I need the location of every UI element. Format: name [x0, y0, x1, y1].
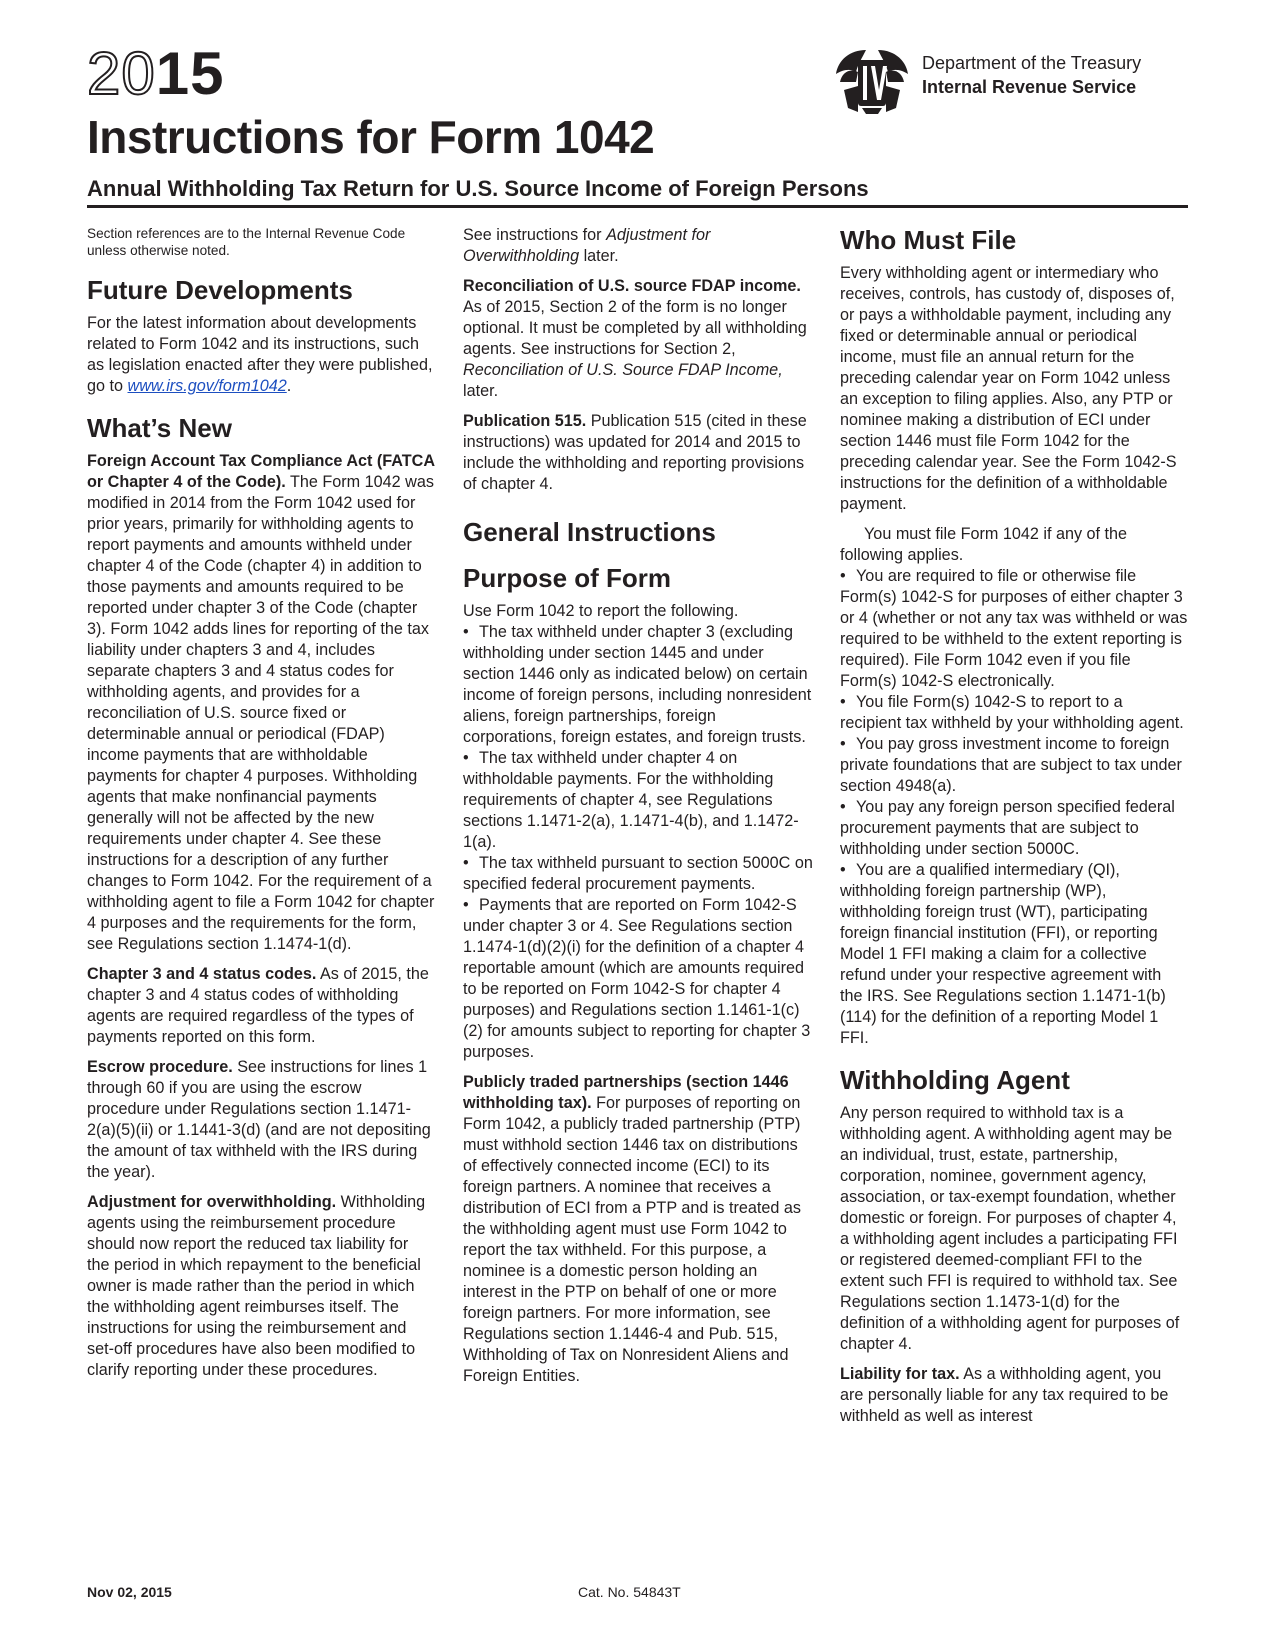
list-item: • The tax withheld pursuant to section 5000C on specified federal procurement payments. [463, 854, 813, 893]
irs-form1042-link[interactable]: www.irs.gov/form1042 [127, 377, 287, 395]
bullet-icon: • [463, 749, 469, 767]
column-middle [463, 225, 813, 1396]
liability-paragraph: Liability for tax. As a withholding agent, you are personally liable for any tax required to be withheld as well as interest [840, 1365, 1169, 1425]
page-subtitle: Annual Withholding Tax Return for U.S. Source Income of Foreign Persons [87, 176, 869, 201]
bullet-icon: • [840, 567, 846, 585]
form-year [87, 40, 225, 108]
publication-515-lead: Publication 515. [463, 412, 587, 430]
list-item: • You pay gross investment income to foreign private foundations that are subject to tax under section 4948(a). [840, 735, 1182, 795]
list-item: • The tax withheld under chapter 3 (excluding withholding under section 1445 and under section 1446 only as indicated below) on certain income of foreign persons, including nonresident aliens, foreign partnerships, foreign corporations, foreign estates, and foreign trusts. [463, 623, 812, 746]
ptp-lead: Publicly traded partnerships (section 1446 withholding tax). [463, 1073, 789, 1112]
ptp-paragraph: Publicly traded partnerships (section 1446 withholding tax). For purposes of reporting on Form 1042, a publicly traded partnership (PTP) must withhold section 1446 tax on distributions of effectively connected income (ECI) to its foreign partners. A nominee that receives a distribution of ECI from a PTP and is treated as the withholding agent must use Form 1042 to report the tax withheld. For this purpose, a nominee is a domestic person holding an interest in the PTP on behalf of one or more foreign partners. For more information, see Regulations section 1.1446-4 and Pub. 515, Withholding of Tax on Nonresident Aliens and Foreign Entities. [463, 1073, 802, 1385]
purpose-intro: Use Form 1042 to report the following. [463, 602, 739, 620]
withholding-agent-heading: Withholding Agent [840, 1065, 1070, 1095]
see-instructions-paragraph: See instructions for Adjustment for Overwithholding later. [463, 226, 711, 265]
list-item: • You are required to file or otherwise file Form(s) 1042-S for purposes of either chapter 3 or 4 (whether or not any tax was withheld or was required to be withheld to the extent reporting is required). File Form 1042 even if you file Form(s) 1042-S electronically. [840, 567, 1188, 690]
bullet-icon: • [840, 693, 846, 711]
list-item: • You pay any foreign person specified federal procurement payments that are subject to withholding under section 5000C. [840, 798, 1175, 858]
column-right [840, 225, 1188, 1436]
purpose-of-form-heading: Purpose of Form [463, 563, 672, 593]
general-instructions-heading: General Instructions [463, 517, 716, 547]
bullet-icon: • [463, 623, 469, 641]
status-codes-paragraph: Chapter 3 and 4 status codes. As of 2015, the chapter 3 and 4 status codes of withholding agents are required regardless of the types of payments reported on this form. [87, 965, 429, 1046]
future-developments-paragraph: For the latest information about developments related to Form 1042 and its instructions, such as legislation enacted after they were published, go to www.irs.gov/form1042. [87, 314, 433, 395]
escrow-paragraph: Escrow procedure. See instructions for lines 1 through 60 if you are using the escrow procedure under Regulations section 1.1471-2(a)(5)(ii) or 1.1441-3(d) (and are not depositing the amount of tax withheld with the IRS during the year). [87, 1058, 431, 1181]
bullet-icon: • [840, 798, 846, 816]
department-name: Department of the Treasury [922, 53, 1142, 73]
fatca-lead: Foreign Account Tax Compliance Act (FATCA or Chapter 4 of the Code). [87, 452, 435, 491]
withholding-agent-paragraph: Any person required to withhold tax is a withholding agent. A withholding agent may be an individual, trust, estate, partnership, corporation, nominee, government agency, association, or tax-exempt foundation, whether domestic or foreign. For purposes of chapter 4, a withholding agent includes a participating FFI or registered deemed-compliant FFI to the extent such FFI is required to withhold tax. See Regulations section 1.1473-1(d) for the definition of a withholding agent for purposes of chapter 4. [840, 1104, 1180, 1353]
bullet-icon: • [840, 861, 846, 879]
list-item: • You file Form(s) 1042-S to report to a recipient tax withheld by your withholding agent. [840, 693, 1184, 732]
liability-lead: Liability for tax. [840, 1365, 960, 1383]
who-must-file-paragraph: Every withholding agent or intermediary who receives, controls, has custody of, disposes of, or pays a withholdable payment, including any fixed or determinable annual or periodical income, must file an annual return for the preceding calendar year on Form 1042 unless an exception to filing applies. Also, any PTP or nominee making a distribution of ECI under section 1446 must file Form 1042 for the preceding calendar year. See the Form 1042-S instructions for the definition of a withholdable payment. [840, 264, 1177, 513]
list-item: • You are a qualified intermediary (QI), withholding foreign partnership (WP), withholding foreign trust (WT), participating foreign financial institution (FFI), or reporting Model 1 FFI making a claim for a collective refund under your respective agreement with the IRS. See Regulations section 1.1471-1(b)(114) for the definition of a reporting Model 1 FFI. [840, 861, 1166, 1047]
status-codes-lead: Chapter 3 and 4 status codes. [87, 965, 317, 983]
escrow-lead: Escrow procedure. [87, 1058, 233, 1076]
year-prefix: 20 [87, 40, 156, 107]
bullet-icon: • [463, 896, 469, 914]
footer-catalog-number: Cat. No. 54843T [578, 1584, 681, 1600]
bullet-icon: • [463, 854, 469, 872]
must-file-list [840, 566, 1188, 1049]
must-file-intro: You must file Form 1042 if any of the following applies. [840, 525, 1128, 564]
whats-new-heading: What’s New [87, 413, 232, 443]
reconciliation-lead: Reconciliation of U.S. source FDAP income. [463, 277, 801, 295]
header-rule [87, 205, 1188, 208]
footer-date: Nov 02, 2015 [87, 1584, 172, 1600]
reconciliation-paragraph: Reconciliation of U.S. source FDAP income. As of 2015, Section 2 of the form is no longer optional. It must be completed by all withholding agents. See instructions for Section 2, Reconciliation of U.S. Source FDAP Income, later. [463, 277, 807, 400]
bullet-icon: • [840, 735, 846, 753]
overwithholding-paragraph: Adjustment for overwithholding. Withholding agents using the reimbursement procedure should now report the reduced tax liability for the period in which repayment to the beneficial owner is made rather than the period in which the withholding agent reimburses itself. The instructions for using the reimbursement and set-off procedures have also been modified to clarify reporting under these procedures. [87, 1193, 426, 1379]
publication-515-paragraph: Publication 515. Publication 515 (cited in these instructions) was updated for 2014 and 2015 to include the withholding and reporting provisions of chapter 4. [463, 412, 807, 493]
column-left [87, 225, 435, 1390]
who-must-file-heading: Who Must File [840, 225, 1017, 255]
year-suffix: 15 [155, 40, 225, 107]
future-developments-heading: Future Developments [87, 275, 353, 305]
overwithholding-lead: Adjustment for overwithholding. [87, 1193, 337, 1211]
purpose-list [463, 622, 813, 1063]
agency-block [832, 46, 1187, 116]
list-item: • Payments that are reported on Form 1042-S under chapter 3 or 4. See Regulations section 1.1474-1(d)(2)(i) for the definition of a chapter 4 reportable amount (which are amounts required to be reported on Form 1042-S for chapter 4 purposes) and Regulations section 1.1461-1(c)(2) for amounts subject to reporting for chapter 3 purposes. [463, 896, 811, 1061]
irs-eagle-logo-icon [832, 46, 912, 116]
agency-name: Internal Revenue Service [922, 77, 1137, 97]
section-references-note: Section references are to the Internal Revenue Code unless otherwise noted. [87, 226, 406, 258]
list-item: • The tax withheld under chapter 4 on withholdable payments. For the withholding requirements of chapter 4, see Regulations sections 1.1471-2(a), 1.1471-4(b), and 1.1472-1(a). [463, 749, 799, 851]
page-title: Instructions for Form 1042 [87, 111, 655, 163]
fatca-paragraph: Foreign Account Tax Compliance Act (FATCA or Chapter 4 of the Code). The Form 1042 was modified in 2014 from the Form 1042 used for prior years, primarily for withholding agents to report payments and amounts withheld under chapter 4 of the Code (chapter 4) in addition to those payments and amounts required to be reported under chapter 3 of the Code (chapter 3). Form 1042 adds lines for reporting of the tax liability under chapters 3 and 4, includes separate chapters 3 and 4 status codes for withholding agents, and provides for a reconciliation of U.S. source fixed or determinable annual or periodical (FDAP) income payments that are withholdable payments for chapter 4 purposes. Withholding agents that make nonfinancial payments generally will not be affected by the new requirements under chapter 4. See these instructions for a description of any further changes to Form 1042. For the requirement of a withholding agent to file a Form 1042 for chapter 4 purposes and the requirements for the form, see Regulations section 1.1474-1(d). [87, 452, 435, 953]
